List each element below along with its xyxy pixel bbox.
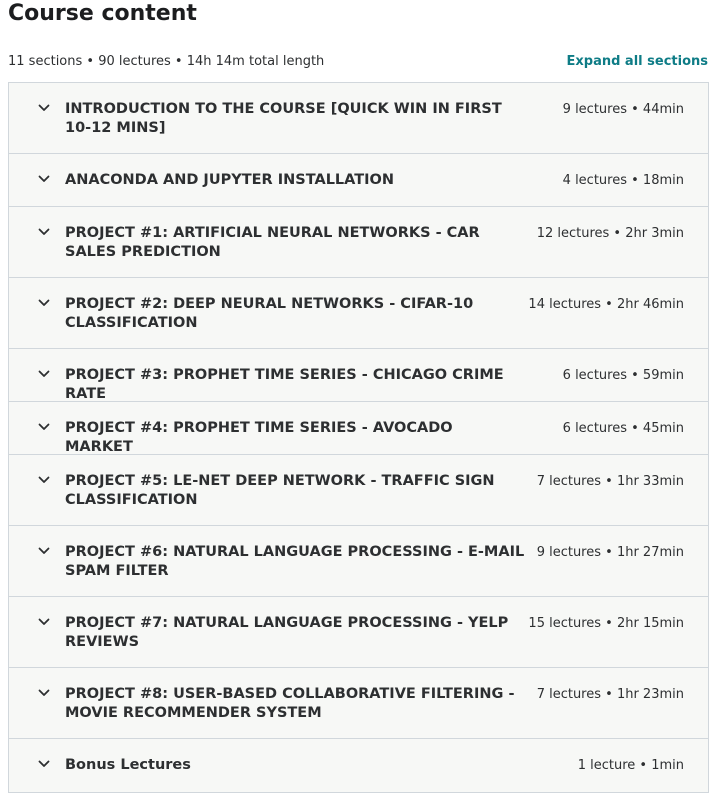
chevron-down-icon: [37, 227, 51, 237]
section-title: Bonus Lectures: [65, 757, 191, 773]
section-meta: 15 lectures • 2hr 15min: [528, 616, 684, 631]
section-meta: 9 lectures • 1hr 27min: [536, 545, 684, 560]
chevron-down-icon: [37, 298, 51, 308]
chevron-down-icon: [37, 688, 51, 698]
chevron-down-icon: [37, 174, 51, 184]
section-item[interactable]: [9, 526, 708, 597]
section-item[interactable]: [9, 668, 708, 739]
chevron-down-icon: [37, 103, 51, 113]
section-meta: 7 lectures • 1hr 23min: [536, 687, 684, 702]
section-title: PROJECT #3: PROPHET TIME SERIES - CHICAGO CRIME RATE: [65, 367, 504, 402]
course-summary: 11 sections • 90 lectures • 14h 14m total length: [8, 54, 325, 69]
section-meta: 6 lectures • 45min: [562, 421, 684, 436]
section-title: PROJECT #2: DEEP NEURAL NETWORKS - CIFAR-10 CLASSIFICATION: [65, 296, 474, 331]
section-item[interactable]: [9, 597, 708, 668]
section-meta: 14 lectures • 2hr 46min: [528, 297, 684, 312]
section-meta: 4 lectures • 18min: [562, 173, 684, 188]
section-title: INTRODUCTION TO THE COURSE [QUICK WIN IN FIRST 10-12 MINS]: [65, 101, 502, 136]
section-meta: 12 lectures • 2hr 3min: [536, 226, 684, 241]
section-title: PROJECT #5: LE-NET DEEP NETWORK - TRAFFIC SIGN CLASSIFICATION: [65, 473, 495, 508]
chevron-down-icon: [37, 369, 51, 379]
expand-all-sections-button[interactable]: Expand all sections: [566, 54, 708, 69]
section-item[interactable]: [9, 83, 708, 154]
section-item[interactable]: [9, 739, 708, 792]
chevron-down-icon: [37, 422, 51, 432]
section-meta: 1 lecture • 1min: [577, 758, 684, 773]
chevron-down-icon: [37, 475, 51, 485]
section-item[interactable]: [9, 402, 708, 455]
section-item[interactable]: [9, 154, 708, 207]
sections-list: [8, 82, 709, 793]
course-summary-bar: [8, 53, 709, 71]
section-item[interactable]: [9, 349, 708, 402]
section-meta: 9 lectures • 44min: [562, 102, 684, 117]
section-item[interactable]: [9, 455, 708, 526]
section-title: PROJECT #4: PROPHET TIME SERIES - AVOCADO MARKET: [65, 420, 453, 455]
section-meta: 6 lectures • 59min: [562, 368, 684, 383]
chevron-down-icon: [37, 617, 51, 627]
section-title: ANACONDA AND JUPYTER INSTALLATION: [65, 172, 395, 188]
chevron-down-icon: [37, 759, 51, 769]
section-title: PROJECT #7: NATURAL LANGUAGE PROCESSING - YELP REVIEWS: [65, 615, 509, 650]
section-item[interactable]: [9, 278, 708, 349]
section-item[interactable]: [9, 207, 708, 278]
section-meta: 7 lectures • 1hr 33min: [536, 474, 684, 489]
section-title: PROJECT #6: NATURAL LANGUAGE PROCESSING - E-MAIL SPAM FILTER: [65, 544, 525, 579]
page-title: Course content: [8, 1, 197, 26]
section-title: PROJECT #8: USER-BASED COLLABORATIVE FILTERING - MOVIE RECOMMENDER SYSTEM: [65, 686, 515, 721]
chevron-down-icon: [37, 546, 51, 556]
section-title: PROJECT #1: ARTIFICIAL NEURAL NETWORKS - CAR SALES PREDICTION: [65, 225, 480, 260]
